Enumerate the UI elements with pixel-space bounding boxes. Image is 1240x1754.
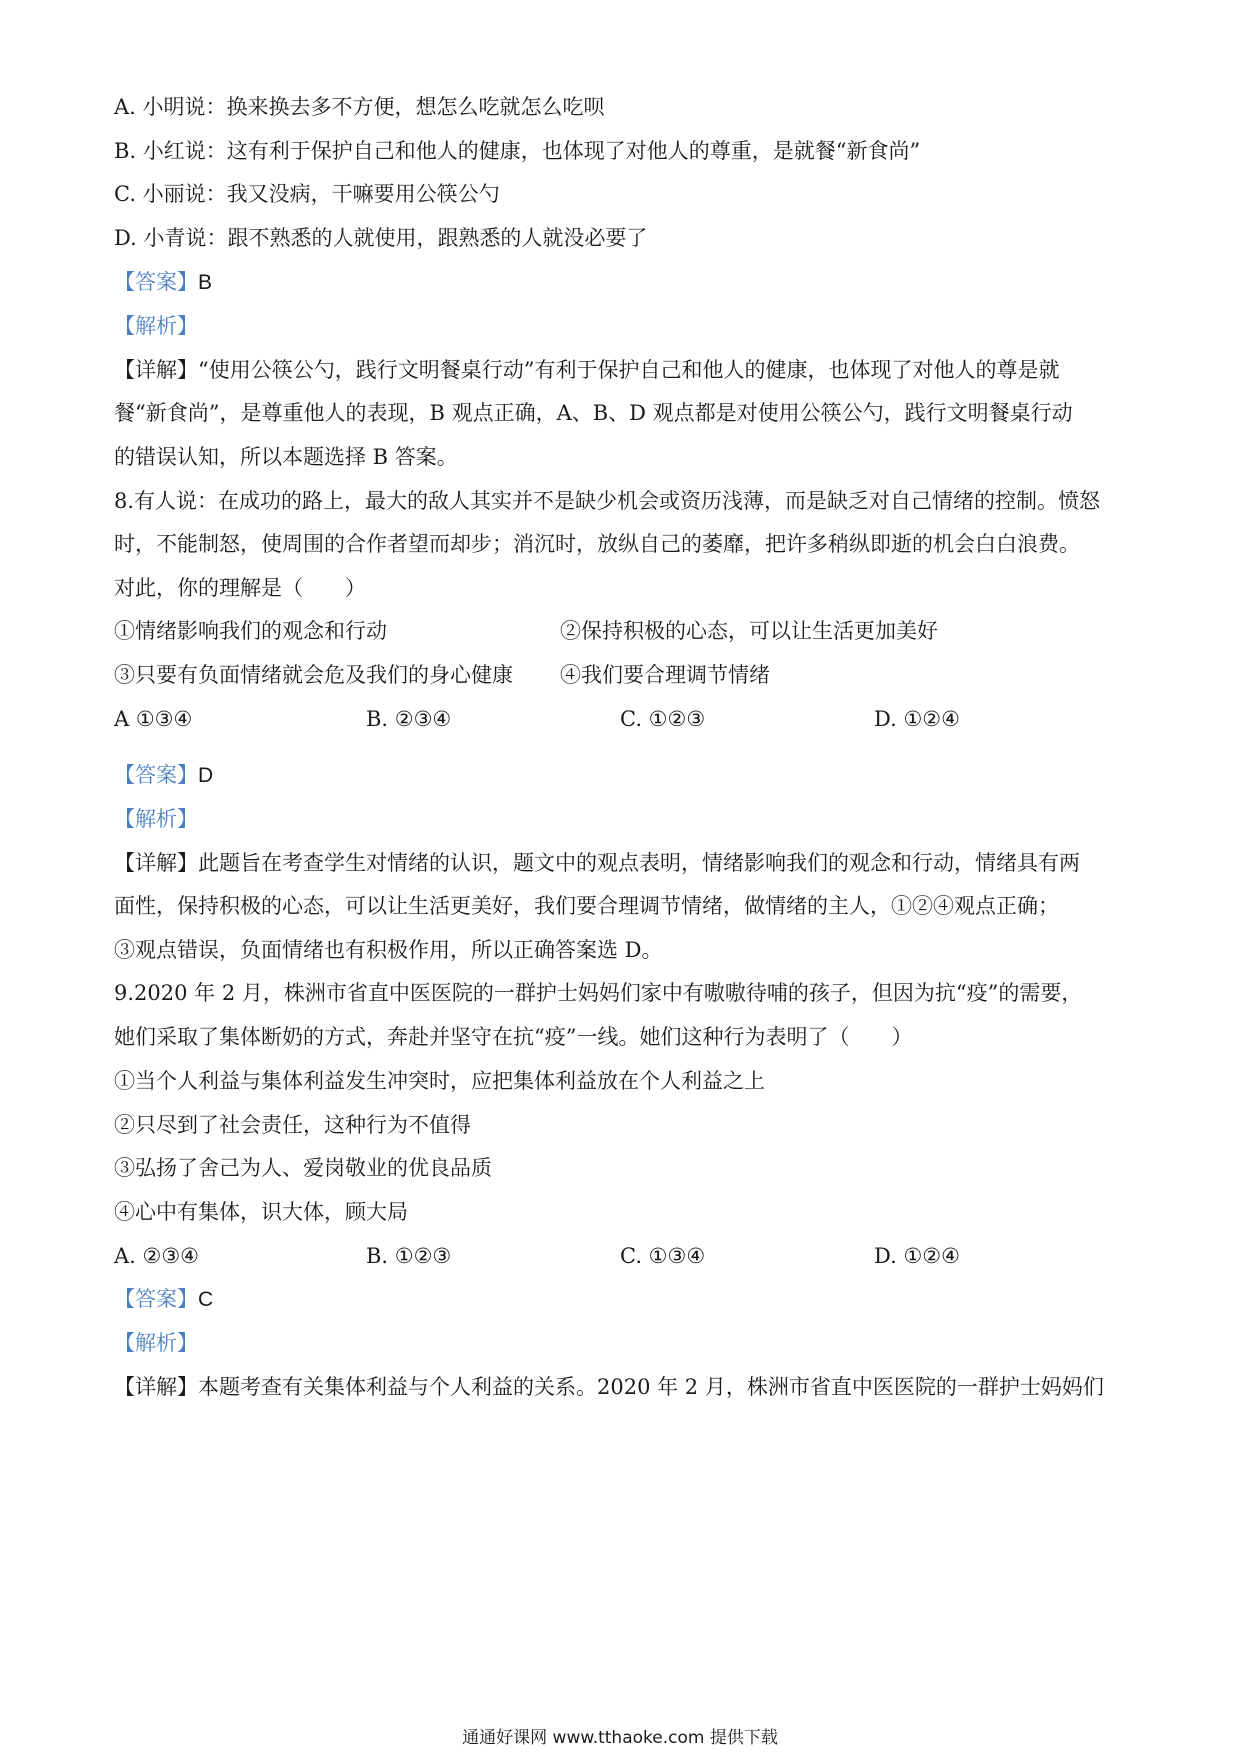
answer-label: 【答案】 xyxy=(114,270,198,294)
q7-answer xyxy=(114,267,1130,298)
analysis-label: 【解析】 xyxy=(114,807,198,831)
q8-choice-c: C. ①②③ xyxy=(620,707,706,731)
q9-stem-2: 她们采取了集体断奶的方式，奔赴并坚守在抗“疫”一线。她们这种行为表明了（ ） xyxy=(114,1025,913,1049)
q7-option-a: A. 小明说：换来换去多不方便，想怎么吃就怎么吃呗 xyxy=(114,95,605,119)
q8-stem-1: 8.有人说：在成功的路上，最大的敌人其实并不是缺少机会或资历浅薄，而是缺乏对自己情绪的控制。愤怒 xyxy=(114,489,1101,513)
q7-analysis xyxy=(114,311,1130,341)
q8-answer xyxy=(114,760,1130,791)
q8-statement-1: ①情绪影响我们的观念和行动 xyxy=(114,619,387,643)
q8-detail-3: ③观点错误，负面情绪也有积极作用，所以正确答案选 D。 xyxy=(114,938,663,962)
page-footer: 通通好课网 www.tthaoke.com 提供下载 xyxy=(462,1728,778,1748)
detail-text: “使用公筷公勺，践行文明餐桌行动”有利于保护自己和他人的健康，也体现了对他人的尊是就 xyxy=(198,358,1060,382)
q9-choice-c: C. ①③④ xyxy=(620,1244,706,1268)
q9-statement-2: ②只尽到了社会责任，这种行为不值得 xyxy=(114,1113,471,1137)
q9-stem-1: 9.2020 年 2 月，株洲市省直中医医院的一群护士妈妈们家中有嗷嗷待哺的孩子，但因为抗“疫”的需要， xyxy=(114,981,1083,1005)
q9-answer xyxy=(114,1284,1130,1315)
q8-choice-b: B. ②③④ xyxy=(366,707,452,731)
q8-stem-3: 对此，你的理解是（ ） xyxy=(114,576,366,600)
q7-detail-2: 餐“新食尚”，是尊重他人的表现，B 观点正确，A、B、D 观点都是对使用公筷公勺，践行文明餐桌行动 xyxy=(114,401,1073,425)
detail-label: 【详解】 xyxy=(114,358,198,382)
q7-detail-1 xyxy=(114,355,1130,385)
answer-value: D xyxy=(198,764,214,787)
q9-statement-1: ①当个人利益与集体利益发生冲突时，应把集体利益放在个人利益之上 xyxy=(114,1069,765,1093)
detail-text: 本题考查有关集体利益与个人利益的关系。2020 年 2 月，株洲市省直中医医院的一群护士妈妈们 xyxy=(198,1375,1104,1399)
detail-text: 此题旨在考查学生对情绪的认识，题文中的观点表明，情绪影响我们的观念和行动，情绪具有两 xyxy=(198,851,1080,875)
q9-detail-1 xyxy=(114,1372,1130,1402)
detail-label: 【详解】 xyxy=(114,1375,198,1399)
q9-analysis xyxy=(114,1328,1130,1358)
answer-label: 【答案】 xyxy=(114,763,198,787)
q8-detail-2: 面性，保持积极的心态，可以让生活更美好，我们要合理调节情绪，做情绪的主人，①②④观点正确； xyxy=(114,894,1059,918)
detail-label: 【详解】 xyxy=(114,851,198,875)
answer-value: B xyxy=(198,271,213,294)
q8-stem-2: 时，不能制怒，使周围的合作者望而却步；消沉时，放纵自己的萎靡，把许多稍纵即逝的机会白白浪费。 xyxy=(114,532,1080,556)
q8-choice-a: A ①③④ xyxy=(114,707,193,731)
q8-statement-3: ③只要有负面情绪就会危及我们的身心健康 xyxy=(114,663,513,687)
answer-value: C xyxy=(198,1288,214,1311)
q8-statement-4: ④我们要合理调节情绪 xyxy=(560,663,770,687)
analysis-label: 【解析】 xyxy=(114,314,198,338)
answer-label: 【答案】 xyxy=(114,1287,198,1311)
q9-choice-d: D. ①②④ xyxy=(874,1244,960,1268)
q9-statement-3: ③弘扬了舍己为人、爱岗敬业的优良品质 xyxy=(114,1156,492,1180)
q9-choice-b: B. ①②③ xyxy=(366,1244,452,1268)
q8-detail-1 xyxy=(114,848,1130,878)
q8-analysis xyxy=(114,804,1130,834)
q9-choice-a: A. ②③④ xyxy=(114,1244,199,1268)
q7-option-d: D. 小青说：跟不熟悉的人就使用，跟熟悉的人就没必要了 xyxy=(114,226,648,250)
q9-statement-4: ④心中有集体，识大体，顾大局 xyxy=(114,1200,408,1224)
q8-choice-d: D. ①②④ xyxy=(874,707,960,731)
q7-option-c: C. 小丽说：我又没病，干嘛要用公筷公勺 xyxy=(114,182,500,206)
q7-detail-3: 的错误认知，所以本题选择 B 答案。 xyxy=(114,445,458,469)
q7-option-b: B. 小红说：这有利于保护自己和他人的健康，也体现了对他人的尊重，是就餐“新食尚” xyxy=(114,139,921,163)
analysis-label: 【解析】 xyxy=(114,1331,198,1355)
q8-statement-2: ②保持积极的心态，可以让生活更加美好 xyxy=(560,619,938,643)
